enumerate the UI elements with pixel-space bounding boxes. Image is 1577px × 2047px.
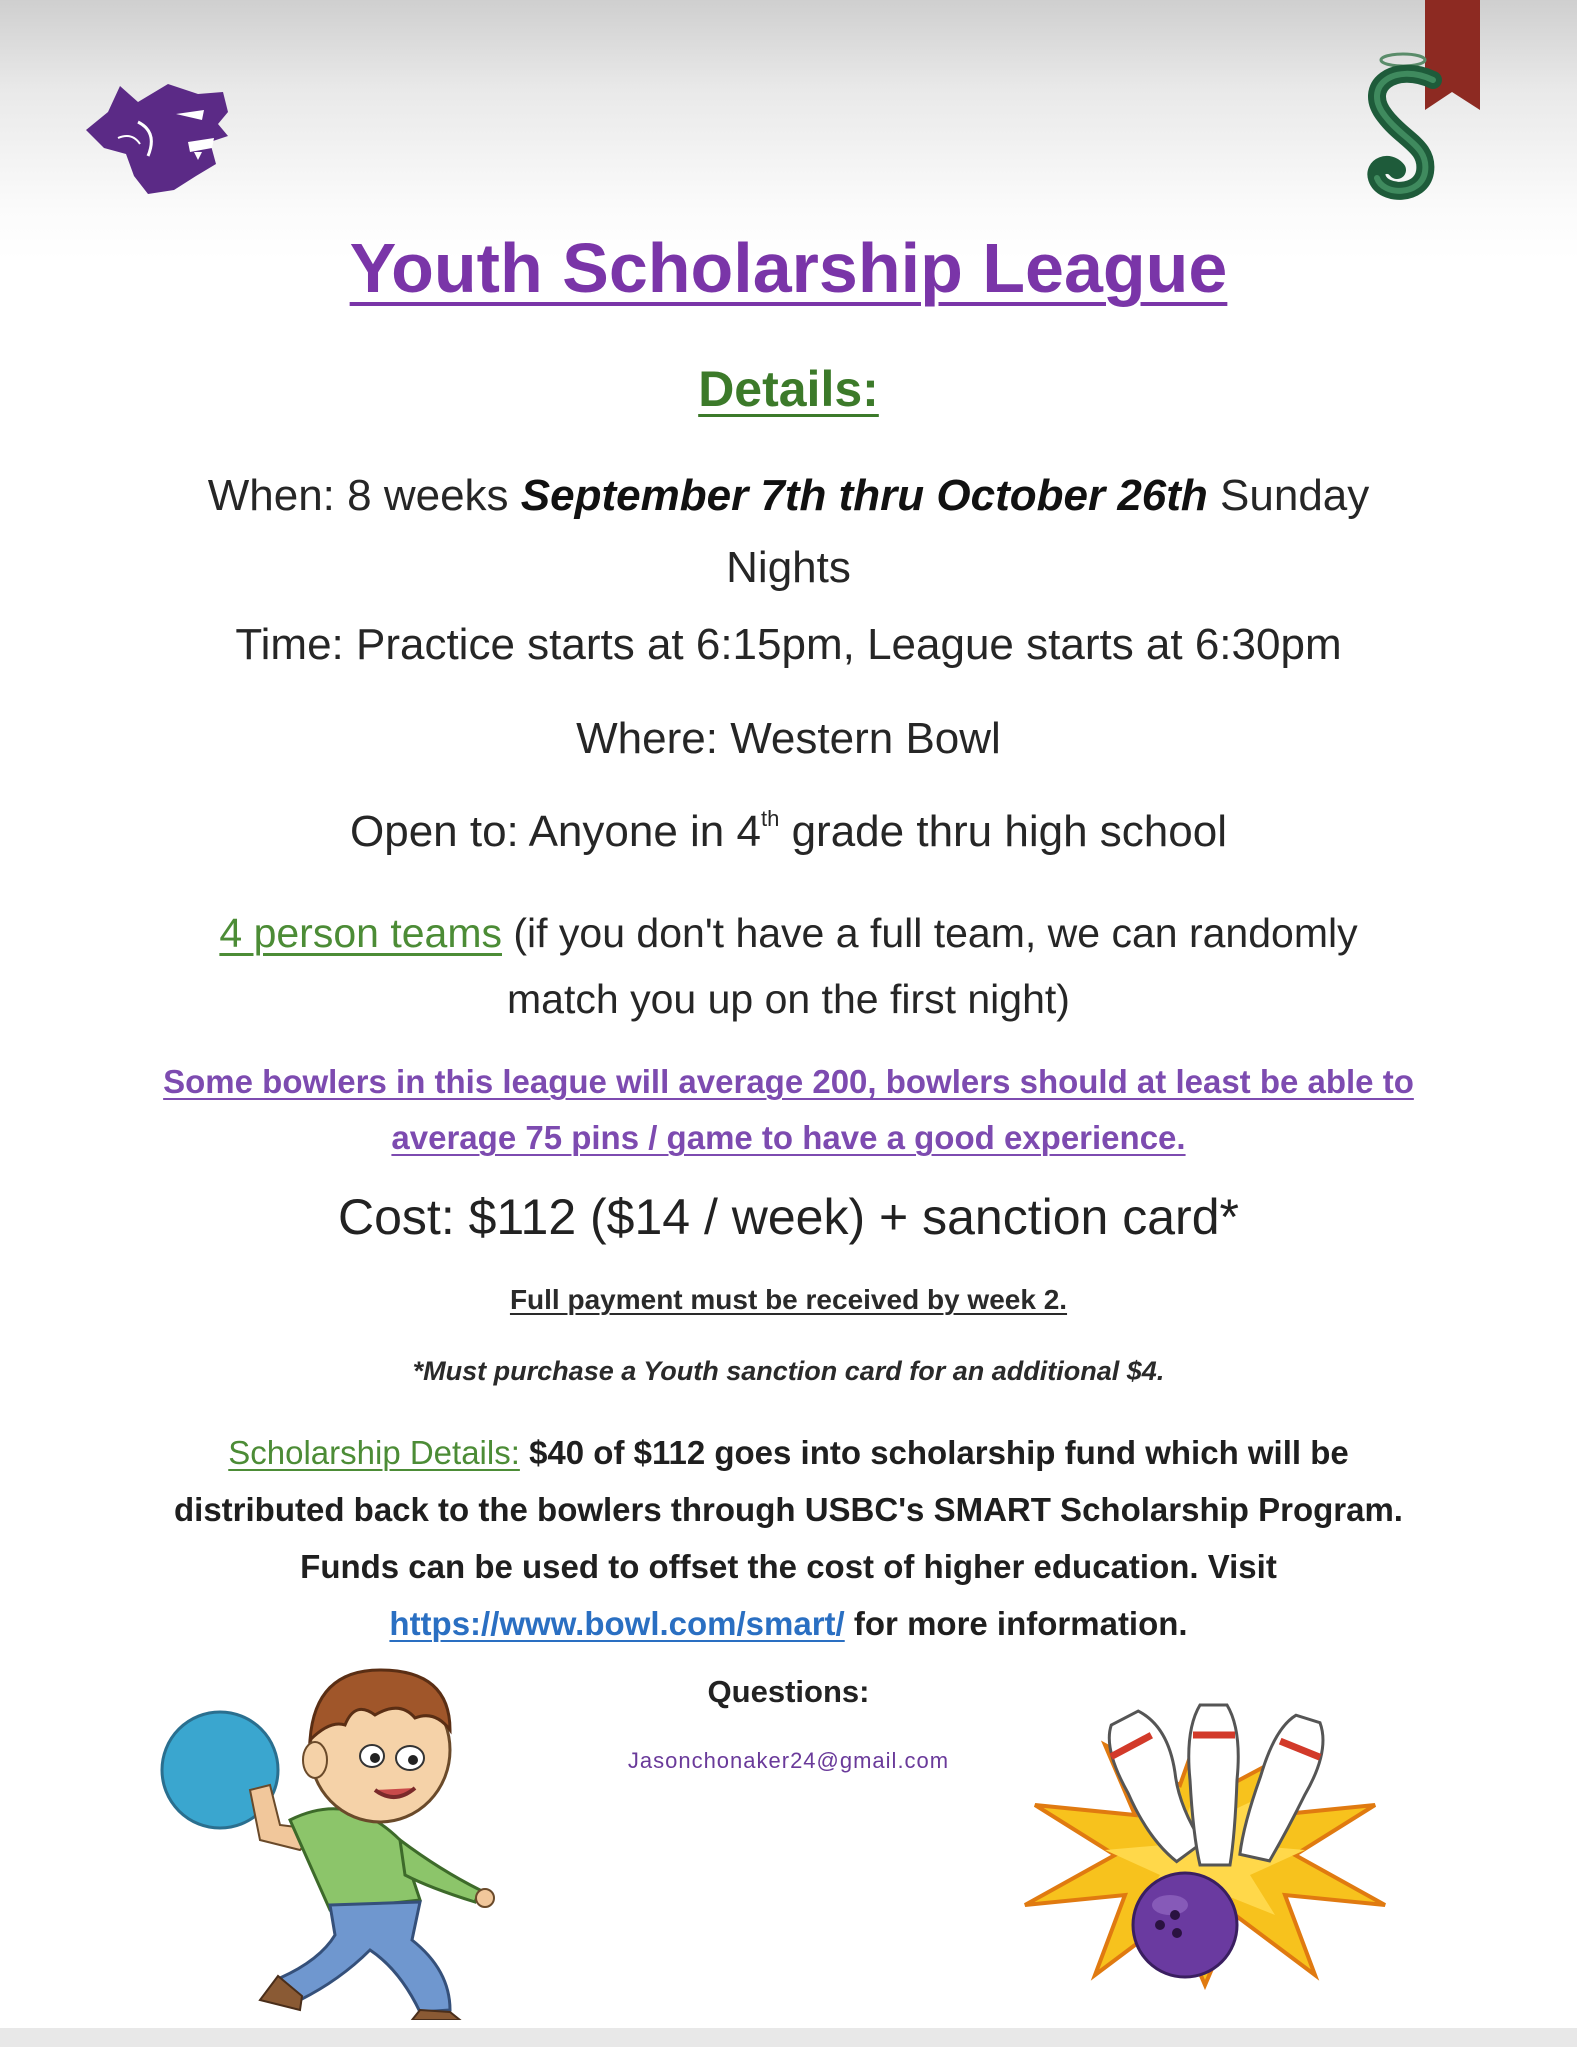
boy-bowling-illustration-icon xyxy=(150,1640,530,2020)
teams-line2: match you up on the first night) xyxy=(507,976,1070,1022)
when-label: When: 8 weeks xyxy=(207,471,509,520)
page-bottom-edge xyxy=(0,2028,1577,2047)
details-heading: Details: xyxy=(698,361,879,417)
scholarship-details xyxy=(0,1424,1577,1652)
contact-email[interactable]: Jasonchonaker24@gmail.com xyxy=(627,1748,950,1773)
open-to-line xyxy=(0,806,1577,857)
open-to-suffix: grade thru high school xyxy=(791,807,1227,856)
script-s-logo-icon xyxy=(1355,0,1495,210)
bowling-strike-illustration-icon xyxy=(985,1675,1425,1995)
cost-line: Cost: $112 ($14 / week) + sanction card* xyxy=(338,1189,1239,1245)
when-time-of-day: Nights xyxy=(726,543,851,592)
teams-line xyxy=(0,900,1577,1032)
scholarship-heading: Scholarship Details: xyxy=(228,1434,520,1471)
payment-note: Full payment must be received by week 2. xyxy=(509,1284,1068,1315)
panther-logo-icon xyxy=(78,72,238,202)
when-dates: September 7th thru October 26th xyxy=(520,471,1208,520)
questions-label: Questions: xyxy=(707,1674,870,1709)
where-line: Where: Western Bowl xyxy=(576,714,1001,763)
open-to-ordinal: th xyxy=(760,806,780,831)
sanction-note: *Must purchase a Youth sanction card for an additional $4. xyxy=(412,1356,1165,1386)
teams-line1: (if you don't have a full team, we can randomly xyxy=(513,910,1358,956)
scholarship-line3: Funds can be used to offset the cost of higher education. Visit xyxy=(300,1548,1277,1585)
scholarship-line1: $40 of $112 goes into scholarship fund which will be xyxy=(529,1434,1349,1471)
when-day: Sunday xyxy=(1220,471,1370,520)
open-to-prefix: Open to: Anyone in 4 xyxy=(350,807,761,856)
time-line: Time: Practice starts at 6:15pm, League starts at 6:30pm xyxy=(235,620,1342,669)
flyer-title: Youth Scholarship League xyxy=(349,229,1228,307)
scholarship-line2: distributed back to the bowlers through USBC's SMART Scholarship Program. xyxy=(174,1491,1403,1528)
teams-highlight: 4 person teams xyxy=(219,910,502,956)
scholarship-line4: for more information. xyxy=(853,1605,1188,1642)
warning-line2: average 75 pins / game to have a good experience. xyxy=(391,1119,1186,1156)
smart-link[interactable]: https://www.bowl.com/smart/ xyxy=(389,1605,845,1642)
when-line xyxy=(0,460,1577,604)
skill-warning xyxy=(0,1054,1577,1166)
warning-line1: Some bowlers in this league will average 200, bowlers should at least be able to xyxy=(163,1063,1414,1100)
